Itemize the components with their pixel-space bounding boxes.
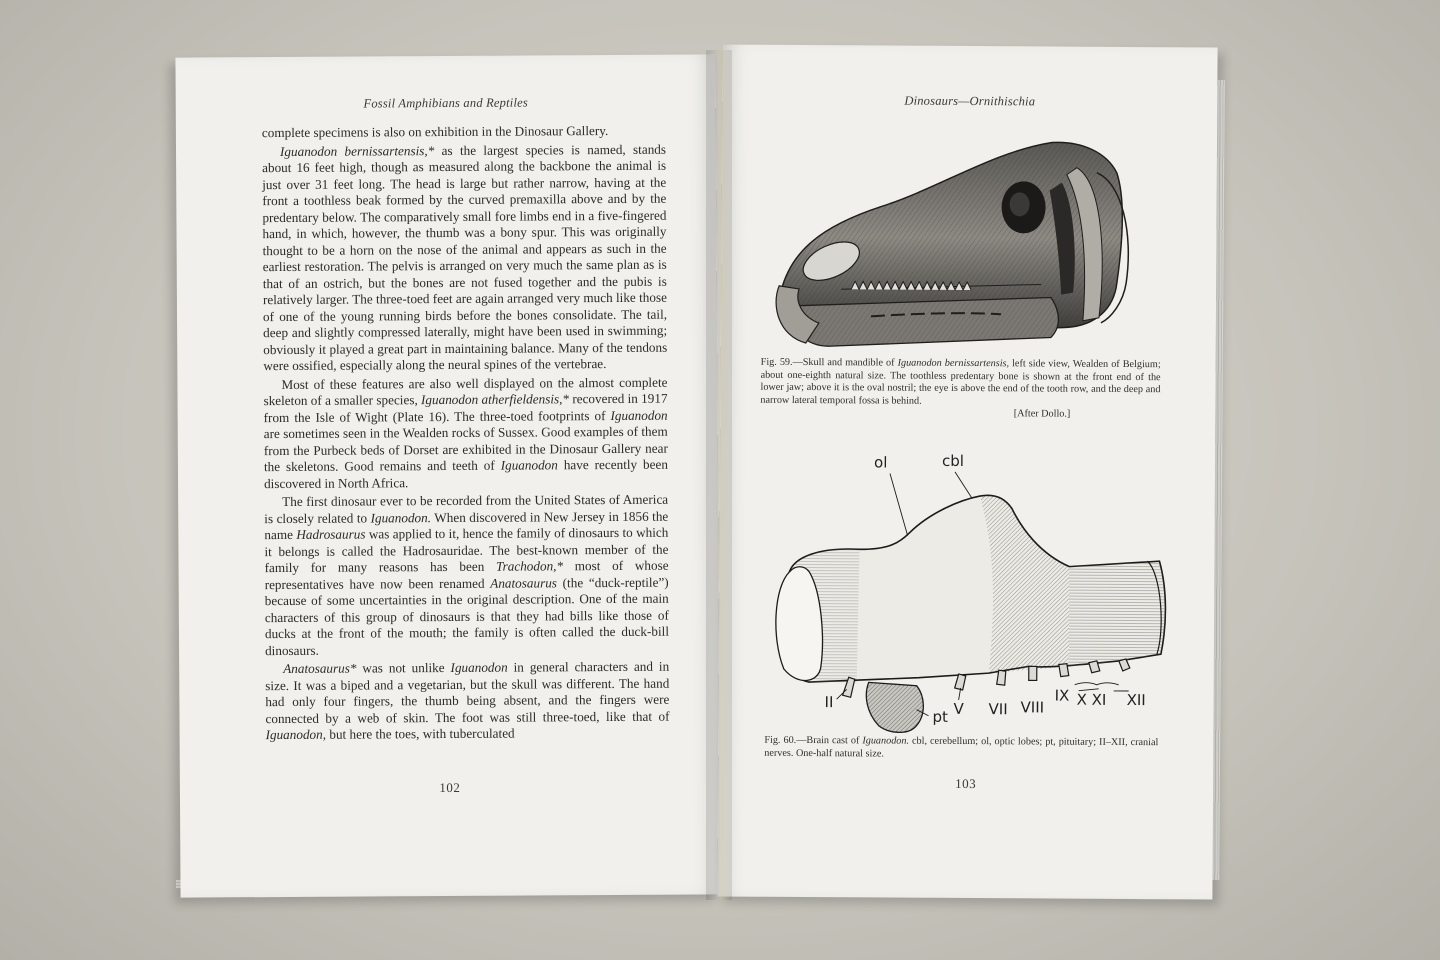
iguanodon-skull-illustration [761,111,1153,363]
label-cbl: cbl [942,451,965,470]
italic-run: Iguanodon. [370,509,432,525]
paragraph: complete specimens is also on exhibition in the Dinosaur Gallery. [261,123,609,141]
label-nerve-XII: XII [1126,690,1146,710]
left-page [175,54,720,897]
italic-run: Iguanodon atherfieldensis,* [420,391,570,408]
label-nerve-VII: VII [988,700,1008,719]
label-nerve-II: II [824,693,834,712]
label-nerve-X-XI: X XI [1076,690,1107,709]
italic-run: Anatosaurus* [283,660,357,677]
left-running-head: Fossil Amphibians and Reptiles [363,95,528,111]
italic-run: Iguanodon [450,659,508,675]
paragraph: Iguanodon bernissartensis,* as the largest species is named, stands about 16 feet high, though as measured along the backbone the animal is just over 31 feet long. The head is large but rather narrow, having at the front a toothless beak formed by the curved premaxilla above and by the predentary below. The comparatively small fore limbs end in a five-fingered hand, in which, however, the thumb was a bony spur. This was originally thought to be a horn on the nose of the animal and appears as such in the earliest restoration. The pelvis is arranged on very much the same plan as is that of an ostrich, but the bones are not fused together and the pubis is relatively larger. The three-toed feet are again arranged very much like those of one of the young running birds before the bones consolidate. The tail, deep and slightly compressed laterally, might have been used in swimming; obviously it played a great part in maintaining balance. Many of the tendons were ossified, especially along the neural spines of the vertebrae. [262,141,668,374]
italic-run: Trachodon,* [495,558,564,574]
iguanodon-brain-cast-illustration [748,437,1170,740]
paragraph: Most of these features are also well displayed on the almost complete skeleton of a smaller species, Iguanodon atherfieldensis,* recovered in 1917 from the Isle of Wight (Plate 16). The three-toed footprints of Iguanodon are sometimes seen in the Wealden rocks of Sussex. Good examples of them from the Purbeck beds of Dorset are exhibited in the Dinosaur Gallery near the skeletons. Good remains and teeth of Iguanodon have recently been discovered in North Africa. [263,374,668,491]
label-nerve-V: V [953,699,964,718]
figure-59-caption-text: Fig. 59.—Skull and mandible of Iguanodon bernissartensis, left side view, Wealden of Belgium; about one-eighth natural size. The toothless predentary bone is shown at the front end of the lower jaw; above it is the oval nostril; the eye is above the end of the tooth row, and the deep and narrow lateral temporal fossa is behind. [760,356,1161,407]
italic-run: Iguanodon [610,407,668,423]
label-nerve-IX: IX [1054,686,1070,705]
left-body-text [262,123,670,746]
right-running-head: Dinosaurs—Ornithischia [904,93,1036,109]
italic-run: Anatosaurus [490,574,557,591]
label-pt: pt [932,707,948,726]
italic-run: Iguanodon [500,457,558,473]
figure-60-caption: Fig. 60.—Brain cast of Iguanodon. cbl, cerebellum; ol, optic lobes; pt, pituitary; II–XII, cranial nerves. One-half natural size. [764,734,1159,759]
right-page-number: 103 [955,775,977,792]
right-page [717,44,1217,899]
italic-run: Iguanodon. [862,735,910,747]
italic-run: Hadrosaurus [296,526,366,542]
book-gutter [706,50,732,900]
italic-run: Iguanodon bernissartensis,* [279,142,435,159]
paragraph: The first dinosaur ever to be recorded from the United States of America is closely related to Iguanodon. When discovered in New Jersey in 1856 the name Hadrosaurus was applied to it, hence the family of dinosaurs to which it belongs is called the Hadrosauridae. The best-known member of the family for many reasons has been Trachodon,* most of whose representatives have now been renamed Anatosaurus (the “duck-reptile”) because of some uncertainties in the original description. One of the main characters of this group of dinosaurs is that they had bills like those of ducks at the front of the mouth; the family is often called the duck-bill dinosaurs. [264,491,669,658]
italic-run: Iguanodon, [265,726,327,743]
left-page-number: 102 [439,779,461,796]
label-ol: ol [874,453,888,472]
paragraph: Anatosaurus* was not unlike Iguanodon in general characters and in size. It was a biped and a vegetarian, but the skull was different. The hand had only four fingers, the thumb being absent, and the fingers were connected by a web of skin. The foot was still three-toed, like that of Iguanodon, but here the toes, with tuberculated [265,658,670,743]
label-nerve-VIII: VIII [1020,698,1045,717]
italic-run: Iguanodon bernissartensis, [897,357,1010,370]
figure-59-caption [760,357,1160,422]
figure-59-credit: [After Dollo.] [1013,408,1071,420]
